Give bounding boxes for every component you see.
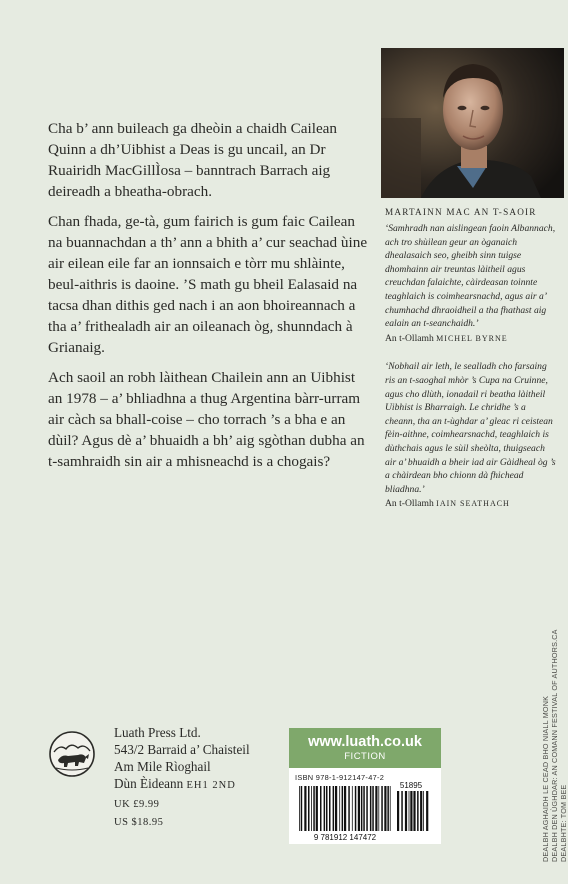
address-line bbox=[114, 775, 250, 794]
quote-text: ‘Samhradh nan aislingean faoin Albannach, ach tro shùilean geur an òganaich dhealasaich seo, gheibh sinn tuigse dhomhainn air treuntas làitheil agus creuchdan falaichte, càirdeasan toinnte teaghlaich is coimhearsnachd, agus air a’ chumhachd dhraoidheil a tha fhathast aig ealain an t-seanchaidh.’ bbox=[385, 223, 556, 330]
isbn-label: ISBN 978-1-912147-47-2 bbox=[295, 773, 385, 782]
genre-label: FICTION bbox=[344, 751, 386, 762]
postcode: EH1 2ND bbox=[186, 780, 236, 791]
cover-credits bbox=[541, 629, 568, 862]
address-city: Dùn Èideann bbox=[114, 776, 184, 791]
address-line: Am Mile Rìoghail bbox=[114, 759, 211, 774]
synopsis-paragraph-3: Ach saoil an robh làithean Chailein ann an Uibhist an 1978 – a’ bhliadhna a thug Argentina bàrr-urram air càch sa bhall-coise – cho torrach ’s a bha e an dùil? Agus dè a’ bhuaidh a bh’ aig sgòthan dubha an t-samhraidh sin air a mhisneachd is a chogais? bbox=[48, 369, 365, 470]
address-line: 543/2 Barraid a’ Chaisteil bbox=[114, 742, 250, 757]
publisher-block bbox=[48, 724, 278, 828]
barcode-addon-bars bbox=[397, 791, 428, 831]
price-uk: UK £9.99 bbox=[114, 799, 160, 810]
synopsis bbox=[48, 118, 368, 481]
quote-text: ‘Nobhail air leth, le sealladh cho farsaing ris an t-saoghal mhòr ’s Cupa na Cruinne, agus cho dlùth, ionadail ri beatha làitheil Uibhist is Bharraigh. Le chridhe ’s a cheann, tha an t-ùghdar a’ gleac ri ceistean fèin-aithne, coimhearsnachd, teaghlaich is dùthchais agus le sùil sheòlta, thuigseach air a’ bhuaidh a bheir iad air Gàidheal òg ’s a chàirdean bho chionn dà fhichead bliadhna.’ bbox=[385, 361, 556, 495]
website-band bbox=[289, 728, 441, 768]
credit-line: DEALBH AGHAIDH LE CEAD BHO NIALL MONK bbox=[541, 695, 550, 862]
barcode-panel bbox=[289, 728, 441, 844]
author-photo bbox=[381, 48, 564, 198]
price-us: US $18.95 bbox=[114, 817, 164, 828]
synopsis-paragraph-1: Cha b’ ann buileach ga dheòin a chaidh Cailean Quinn a dh’Uibhist a Deas is gu uncail, an Dr Ruairidh MacGillÌosa – banntrach Barrach aig deireadh a bheatha-obrach. bbox=[48, 120, 338, 200]
publisher-address bbox=[114, 724, 250, 794]
attribution-name: IAIN SEATHACH bbox=[436, 499, 510, 509]
credit-line: DEALBH DEN ÙGHDAR: AN COMANN FESTIVAL OF AUTHORS.CA bbox=[550, 629, 559, 862]
barcode-bars bbox=[299, 786, 391, 831]
review-quote-1 bbox=[385, 222, 557, 345]
prices bbox=[114, 796, 163, 832]
synopsis-paragraph-2: Chan fhada, ge-tà, gum fairich is gum faic Cailean na buannachdan a th’ ann a bhith a’ cur seachad ùine air eilean eile far an ionnsaich e tòrr mu shlàinte, beul-aithris is daoine. ’S math gu bheil Ealasaid na tacsa dhan dithis ged nach i an aon bhoireannach a tha a’ frithealadh air an oileanach òg, shunndach à Grianaig. bbox=[48, 213, 368, 356]
quote-attribution bbox=[385, 332, 557, 346]
publisher-logo-icon bbox=[48, 730, 96, 778]
review-quotes bbox=[385, 222, 557, 511]
review-quote-2 bbox=[385, 360, 557, 511]
website-label: www.luath.co.uk bbox=[308, 734, 422, 750]
attribution-title: An t-Ollamh bbox=[385, 332, 434, 344]
attribution-name: MICHEL BYRNE bbox=[436, 333, 508, 343]
publisher-name: Luath Press Ltd. bbox=[114, 725, 201, 740]
barcode-digits: 9 781912 147472 bbox=[313, 833, 377, 842]
author-caption: MARTAINN MAC AN T-SAOIR bbox=[385, 207, 537, 217]
credit-line: DEALBHTE: TOM BEE bbox=[559, 784, 568, 862]
quote-attribution bbox=[385, 497, 557, 511]
barcode-addon-digits: 51895 bbox=[399, 781, 423, 790]
attribution-title: An t-Ollamh bbox=[385, 498, 434, 510]
barcode bbox=[293, 782, 437, 842]
